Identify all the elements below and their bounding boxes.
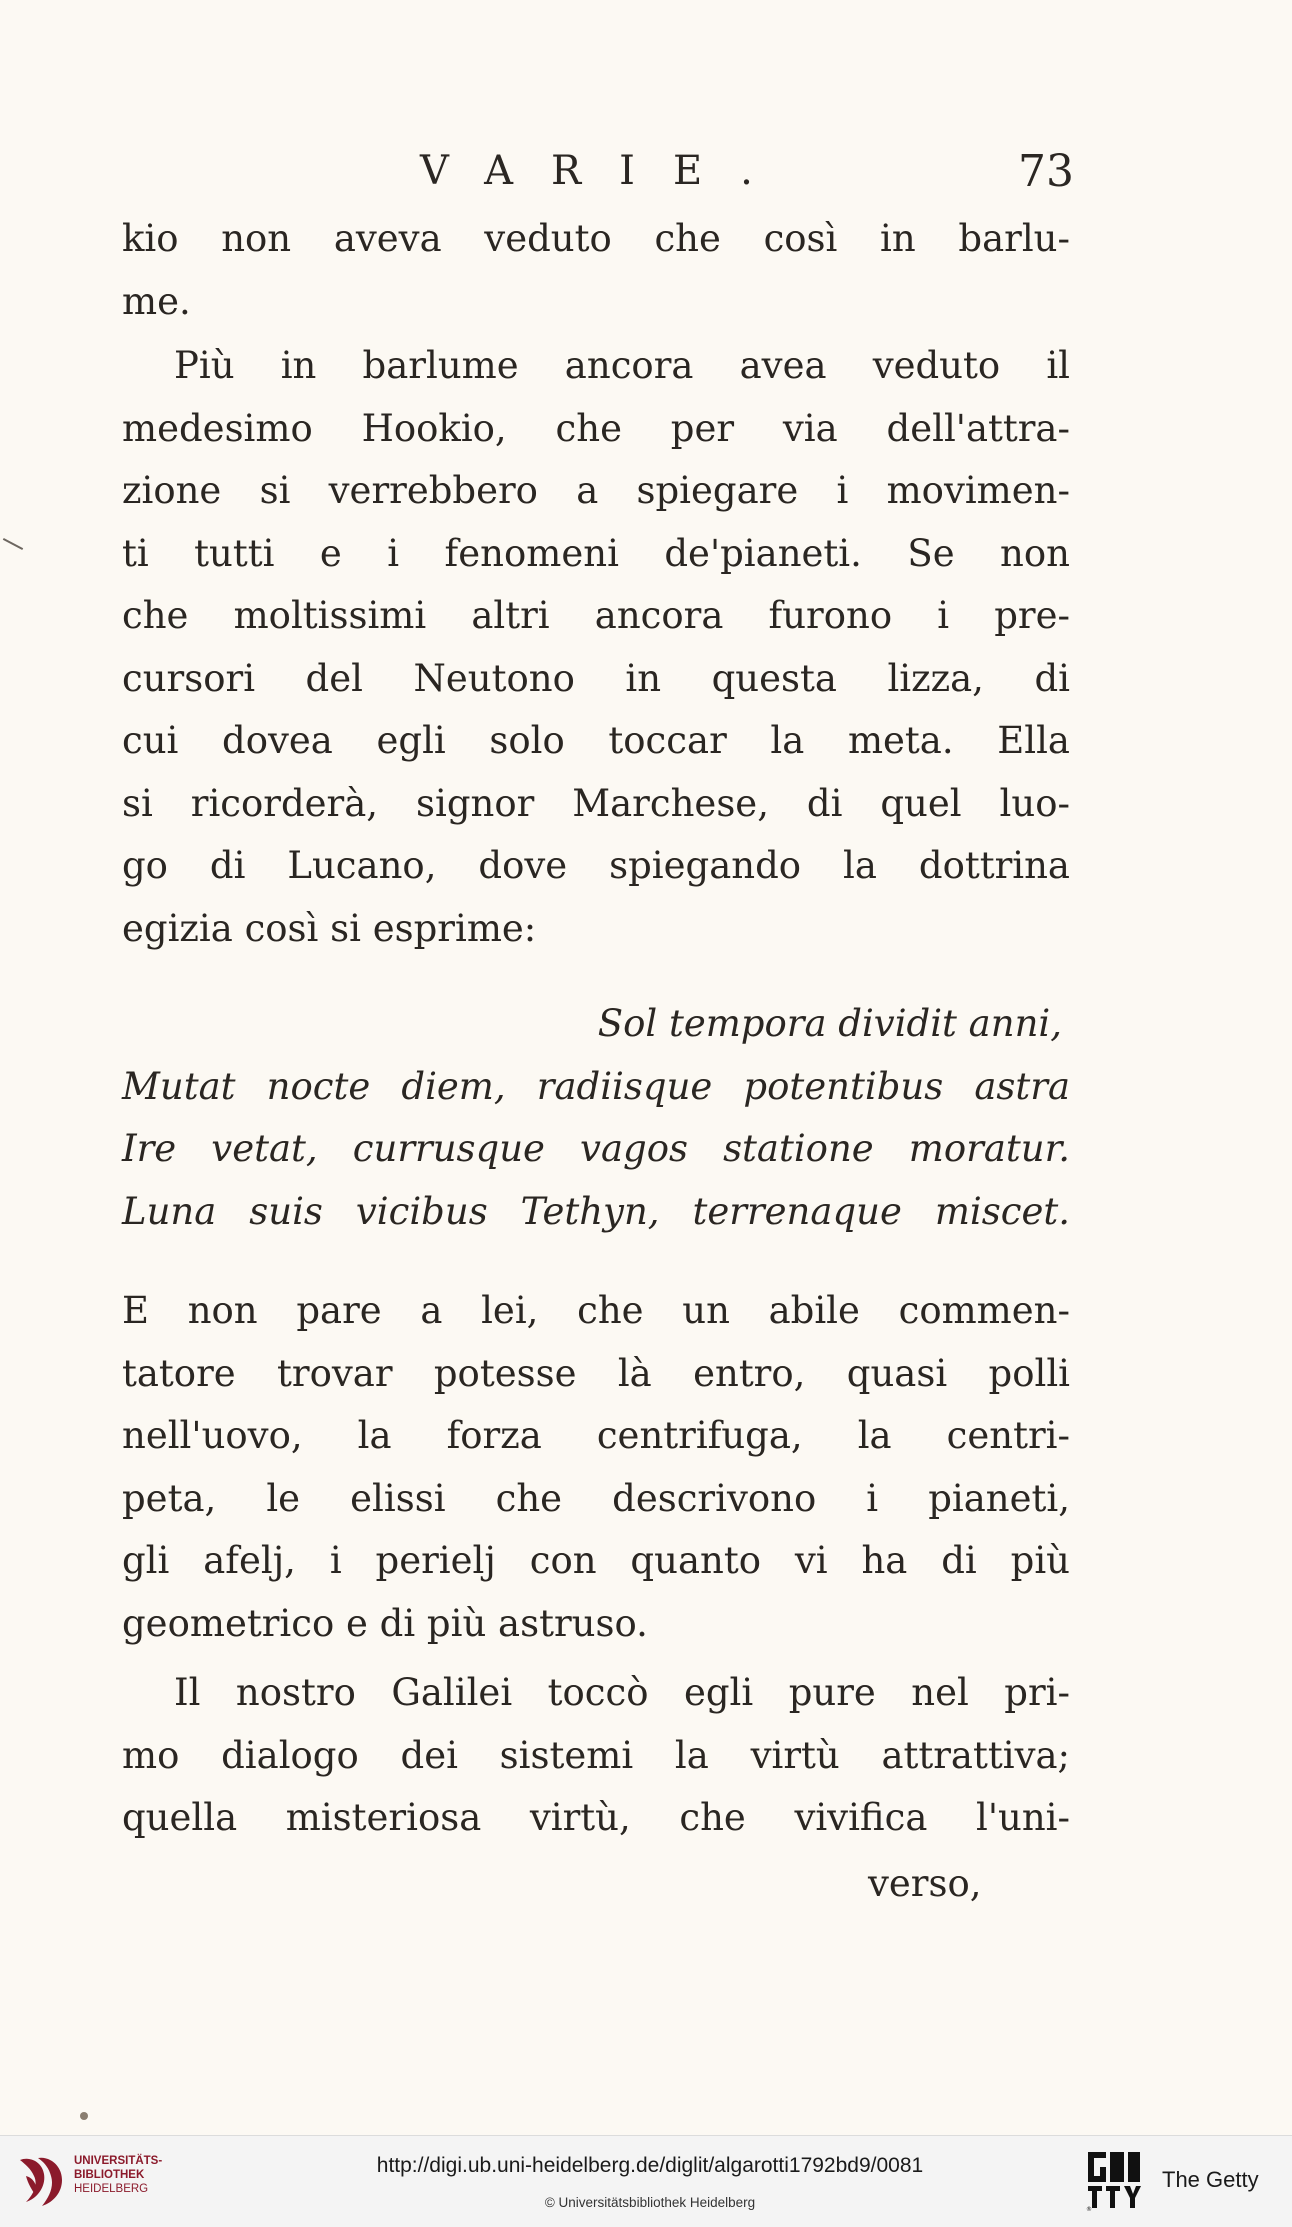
verse-line: Ire vetat, currusque vagos statione moratur. [122, 1127, 1070, 1170]
text-line: tatore trovar potesse là entro, quasi polli [122, 1351, 1070, 1395]
text-line: gli afelj, i perielj con quanto vi ha di più [122, 1539, 1070, 1582]
text-line: ti tutti e i fenomeni de'pianeti. Se non [122, 531, 1070, 575]
text-line: Il nostro Galilei toccò egli pure nel pri- [174, 1671, 1070, 1714]
text-line: medesimo Hookio, che per via dell'attra- [122, 406, 1070, 450]
university-library-name [74, 2154, 162, 2196]
svg-text:®: ® [1086, 2206, 1092, 2212]
text-line: cursori del Neutono in questa lizza, di [122, 656, 1070, 700]
text-line: nell'uovo, la forza centrifuga, la centri- [122, 1414, 1070, 1457]
logo-line: HEIDELBERG [74, 2183, 149, 2195]
margin-mark [3, 538, 23, 550]
text-line: che moltissimi altri ancora furono i pre- [122, 594, 1070, 637]
running-title: VARIE. [420, 148, 791, 194]
ink-speck [80, 2112, 88, 2120]
text-line: mo dialogo dei sistemi la virtù attrattiva; [122, 1733, 1070, 1777]
paragraph-3 [122, 1280, 1070, 1655]
paragraph-4 [122, 1662, 1070, 1850]
text-line: geometrico e di più astruso. [122, 1601, 648, 1645]
logo-line: BIBLIOTHEK [74, 2169, 145, 2181]
catchword: verso, [868, 1862, 982, 1905]
verse-line: Mutat nocte diem, radiisque potentibus astra [122, 1064, 1070, 1108]
getty-logo-icon[interactable] [1086, 2150, 1142, 2212]
paragraph-1 [122, 208, 1070, 333]
page-number: 73 [1018, 146, 1074, 197]
verse-line: Sol tempora dividit anni, [597, 1002, 1062, 1045]
permalink-url[interactable]: http://digi.ub.uni-heidelberg.de/diglit/algarotti1792bd9/0081 [376, 2154, 924, 2177]
text-line: quella misteriosa virtù, che vivifica l'uni- [122, 1796, 1070, 1839]
getty-label: The Getty [1162, 2167, 1259, 2192]
copyright-notice: © Universitätsbibliothek Heidelberg [544, 2195, 756, 2210]
viewer-footer [0, 2135, 1292, 2227]
verse-quotation [122, 993, 1070, 1243]
text-line: me. [122, 279, 191, 323]
text-line: Più in barlume ancora avea veduto il [174, 344, 1070, 387]
text-line: go di Lucano, dove spiegando la dottrina [122, 844, 1070, 887]
logo-line: UNIVERSITÄTS- [74, 2155, 163, 2167]
verse-line: Luna suis vicibus Tethyn, terrenaque miscet. [122, 1189, 1070, 1233]
text-line: E non pare a lei, che un abile commen- [122, 1289, 1070, 1332]
paragraph-2 [122, 335, 1070, 960]
text-line: si ricorderà, signor Marchese, di quel luo- [122, 781, 1070, 825]
text-line: peta, le elissi che descrivono i pianeti, [122, 1476, 1070, 1520]
text-line: cui dovea egli solo toccar la meta. Ella [122, 719, 1070, 762]
text-line: egizia così si esprime: [122, 906, 537, 950]
text-line: kio non aveva veduto che così in barlu- [122, 217, 1070, 260]
text-line: zione si verrebbero a spiegare i movimen- [122, 469, 1070, 512]
